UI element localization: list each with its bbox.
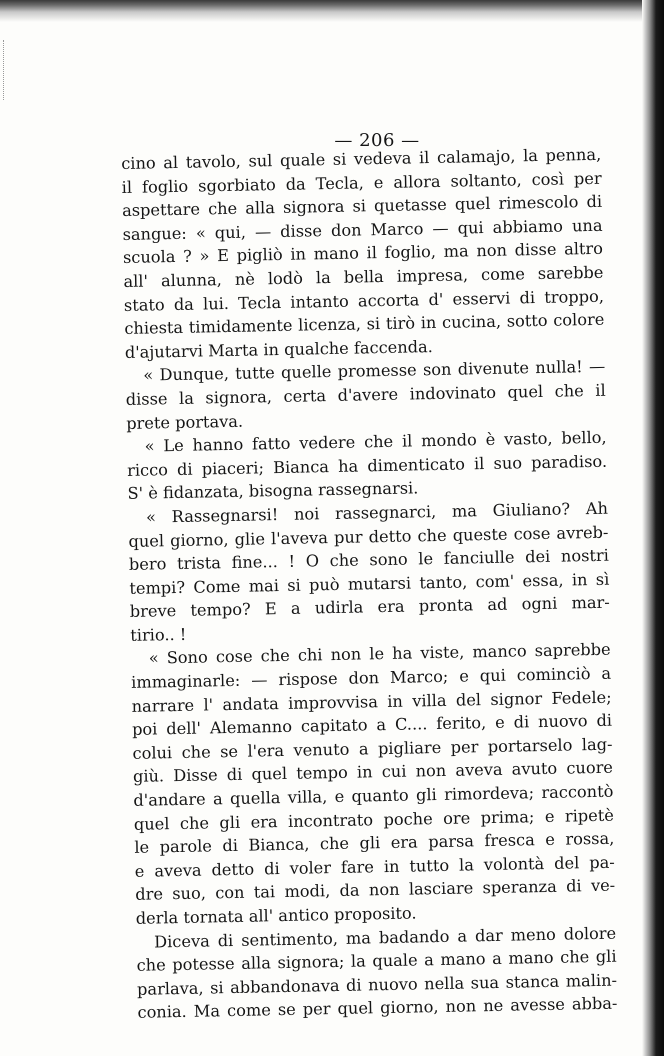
text-line: parlava, si abbandonava di nuovo nella sua stanca malin- (136, 970, 618, 999)
text-line: « Sono cose che chi non le ha viste, manco saprebbe (148, 640, 611, 669)
text-line: narrare l' andata improvvisa in villa del signor Fedele; (131, 687, 612, 716)
text-line: prete portava. (126, 411, 244, 433)
text-line: scuola ? » E pigliò in mano il foglio, ma non disse altro (122, 239, 604, 268)
text-line: tirio.. ! (130, 624, 187, 645)
text-line: S' è fidanzata, bisogna rassegnarsi. (127, 478, 419, 504)
text-line: cino al tavolo, sul quale si vedeva il calamajo, la penna, (121, 144, 602, 173)
text-line: « Rassegnarsi! noi rassegnarci, ma Giuliano? Ah (145, 498, 609, 527)
text-line: e aveva detto di voler fare in tutto la volontà del pa- (134, 852, 615, 881)
text-line: giù. Disse di quel tempo in cui non aveva avuto cuore (132, 758, 614, 787)
text-line: che potesse alla signora; la quale a mano a mano che gli (136, 946, 617, 976)
text-line: poi dell' Alemanno capitato a C.... ferito, e di nuovo di (131, 710, 613, 740)
text-line: conia. Ma come se per quel giorno, non ne avesse abba- (137, 994, 618, 1023)
text-line: d'ajutarvi Marta in qualche faccenda. (124, 336, 434, 362)
text-line: stato da lui. Tecla intanto accorta d' esservi di troppo, (123, 286, 605, 315)
text-line: « Le hanno fatto vedere che il mondo è vasto, bello, (144, 427, 607, 456)
text-line: all' alunna, nè lodò la bella impresa, come sarebbe (123, 262, 604, 291)
scan-right-shadow (642, 0, 664, 1056)
text-line: il foglio sgorbiato da Tecla, e allora soltanto, così per (121, 168, 602, 197)
text-line: sangue: « qui, — disse don Marco — qui abbiamo una (122, 215, 603, 244)
scan-top-shadow (0, 0, 664, 22)
text-line: le parole di Bianca, che gli era parsa fresca e rossa, (134, 828, 615, 858)
text-line: breve tempo? E a udirla era pronta ad ogni mar- (129, 592, 610, 622)
text-line: immaginarle: — rispose don Marco; e qui cominciò a (131, 663, 612, 692)
text-line: quel giorno, glie l'aveva pur detto che queste cose avreb- (128, 522, 609, 551)
page-number: — 206 — (334, 130, 420, 151)
body-text (121, 143, 618, 1025)
text-line: quel che gli era incontrato poche ore prima; e ripetè (133, 805, 614, 834)
text-line: tempi? Come mai si può mutarsi tanto, com' essa, in sì (129, 569, 610, 598)
text-line: aspettare che alla signora si quetasse quel rimescolo di (121, 191, 603, 221)
text-line: d'andare a quella villa, e quanto gli rimordeva; raccontò (133, 781, 614, 810)
scan-left-specks (3, 40, 8, 100)
text-line: derla tornata all' antico proposito. (135, 903, 417, 928)
text-line: chiesta timidamente licenza, si tirò in cucina, sotto colore (124, 309, 605, 339)
text-line: ricco di piaceri; Bianca ha dimenticato il suo paradiso. (126, 451, 608, 480)
text-line: bero trista fine... ! O che sono le fanciulle dei nostri (128, 545, 610, 575)
text-line: « Dunque, tutte quelle promesse son divenute nulla! — (143, 357, 606, 385)
text-line: Diceva di sentimento, ma badando a dar meno dolore (153, 923, 617, 952)
text-line: disse la signora, certa d'avere indovinato quel che il (125, 380, 606, 409)
text-line: dre suo, con tai modi, da non lasciare speranza di ve- (135, 876, 616, 905)
text-line: colui che se l'era venuto a pigliare per portarselo lag- (132, 734, 613, 763)
